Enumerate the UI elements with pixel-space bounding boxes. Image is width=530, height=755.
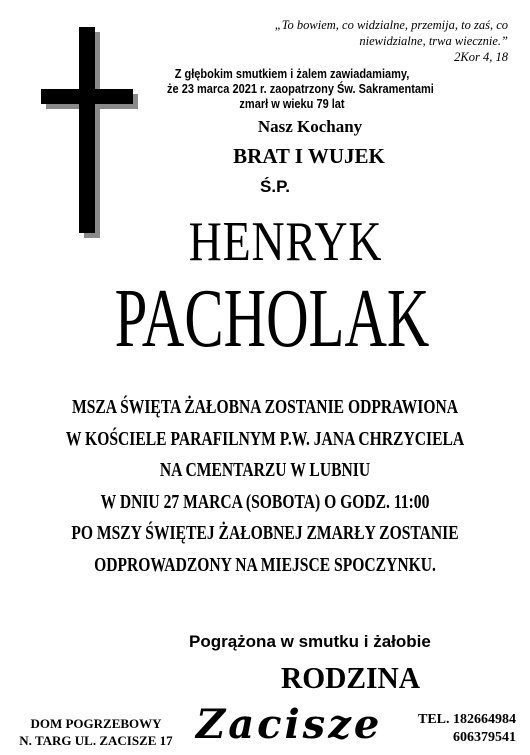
announcement-intro [167, 67, 434, 112]
relation-adjective: Nasz Kochany [257, 117, 363, 136]
mass-details [0, 392, 530, 582]
mass-line: PO MSZY ŚWIĘTEJ ŻAŁOBNEJ ZMARŁY ZOSTANIE [71, 522, 459, 545]
deceased-last-name: PACHOLAK [114, 272, 430, 365]
quote-reference: 2Kor 4, 18 [454, 50, 508, 64]
funeral-home-name: DOM POGRZEBOWY [30, 716, 162, 731]
deceased-first-name: HENRYK [188, 211, 383, 273]
mass-line: MSZA ŚWIĘTA ŻAŁOBNA ZOSTANIE ODPRAWIONA [71, 396, 459, 418]
quote-line-1: „To bowiem, co widzialne, przemija, to zaś, co [274, 18, 508, 32]
grieving-text: Pogrążona w smutku i żałobie [189, 632, 431, 651]
intro-line-2: że 23 marca 2021 r. zaopatrzony Św. Sakramentami [167, 82, 434, 96]
phone-number-1: TEL. 182664984 [417, 712, 516, 727]
quote-line-2: niewidzialne, trwa wiecznie.” [359, 34, 508, 48]
funeral-home-street: N. TARG UL. ZACISZE 17 [19, 733, 173, 748]
family-signature: RODZINA [280, 660, 421, 695]
phone-number-2: 606379541 [453, 730, 516, 745]
relation-title: BRAT I WUJEK [233, 144, 385, 168]
mass-line: NA CMENTARZU W LUBNIU [159, 459, 371, 482]
funeral-home-logo: Zacisze [196, 701, 383, 748]
funeral-home-contact [396, 711, 516, 747]
mass-line: W DNIU 27 MARCA (SOBOTA) O GODZ. 11:00 [100, 490, 430, 513]
intro-line-1: Z głębokim smutkiem i żalem zawiadamiamy, [174, 67, 410, 81]
bible-quote [208, 17, 508, 65]
sp-abbreviation: Ś.P. [260, 177, 290, 196]
funeral-home-address [6, 715, 186, 749]
mass-line: W KOŚCIELE PARAFILNYM P.W. JANA CHRZYCIELA [65, 427, 465, 450]
intro-line-3: zmarł w wieku 79 lat [239, 97, 345, 111]
cross-horizontal-bar [41, 89, 133, 104]
mass-line: ODPROWADZONY NA MIEJSCE SPOCZYNKU. [94, 553, 436, 576]
